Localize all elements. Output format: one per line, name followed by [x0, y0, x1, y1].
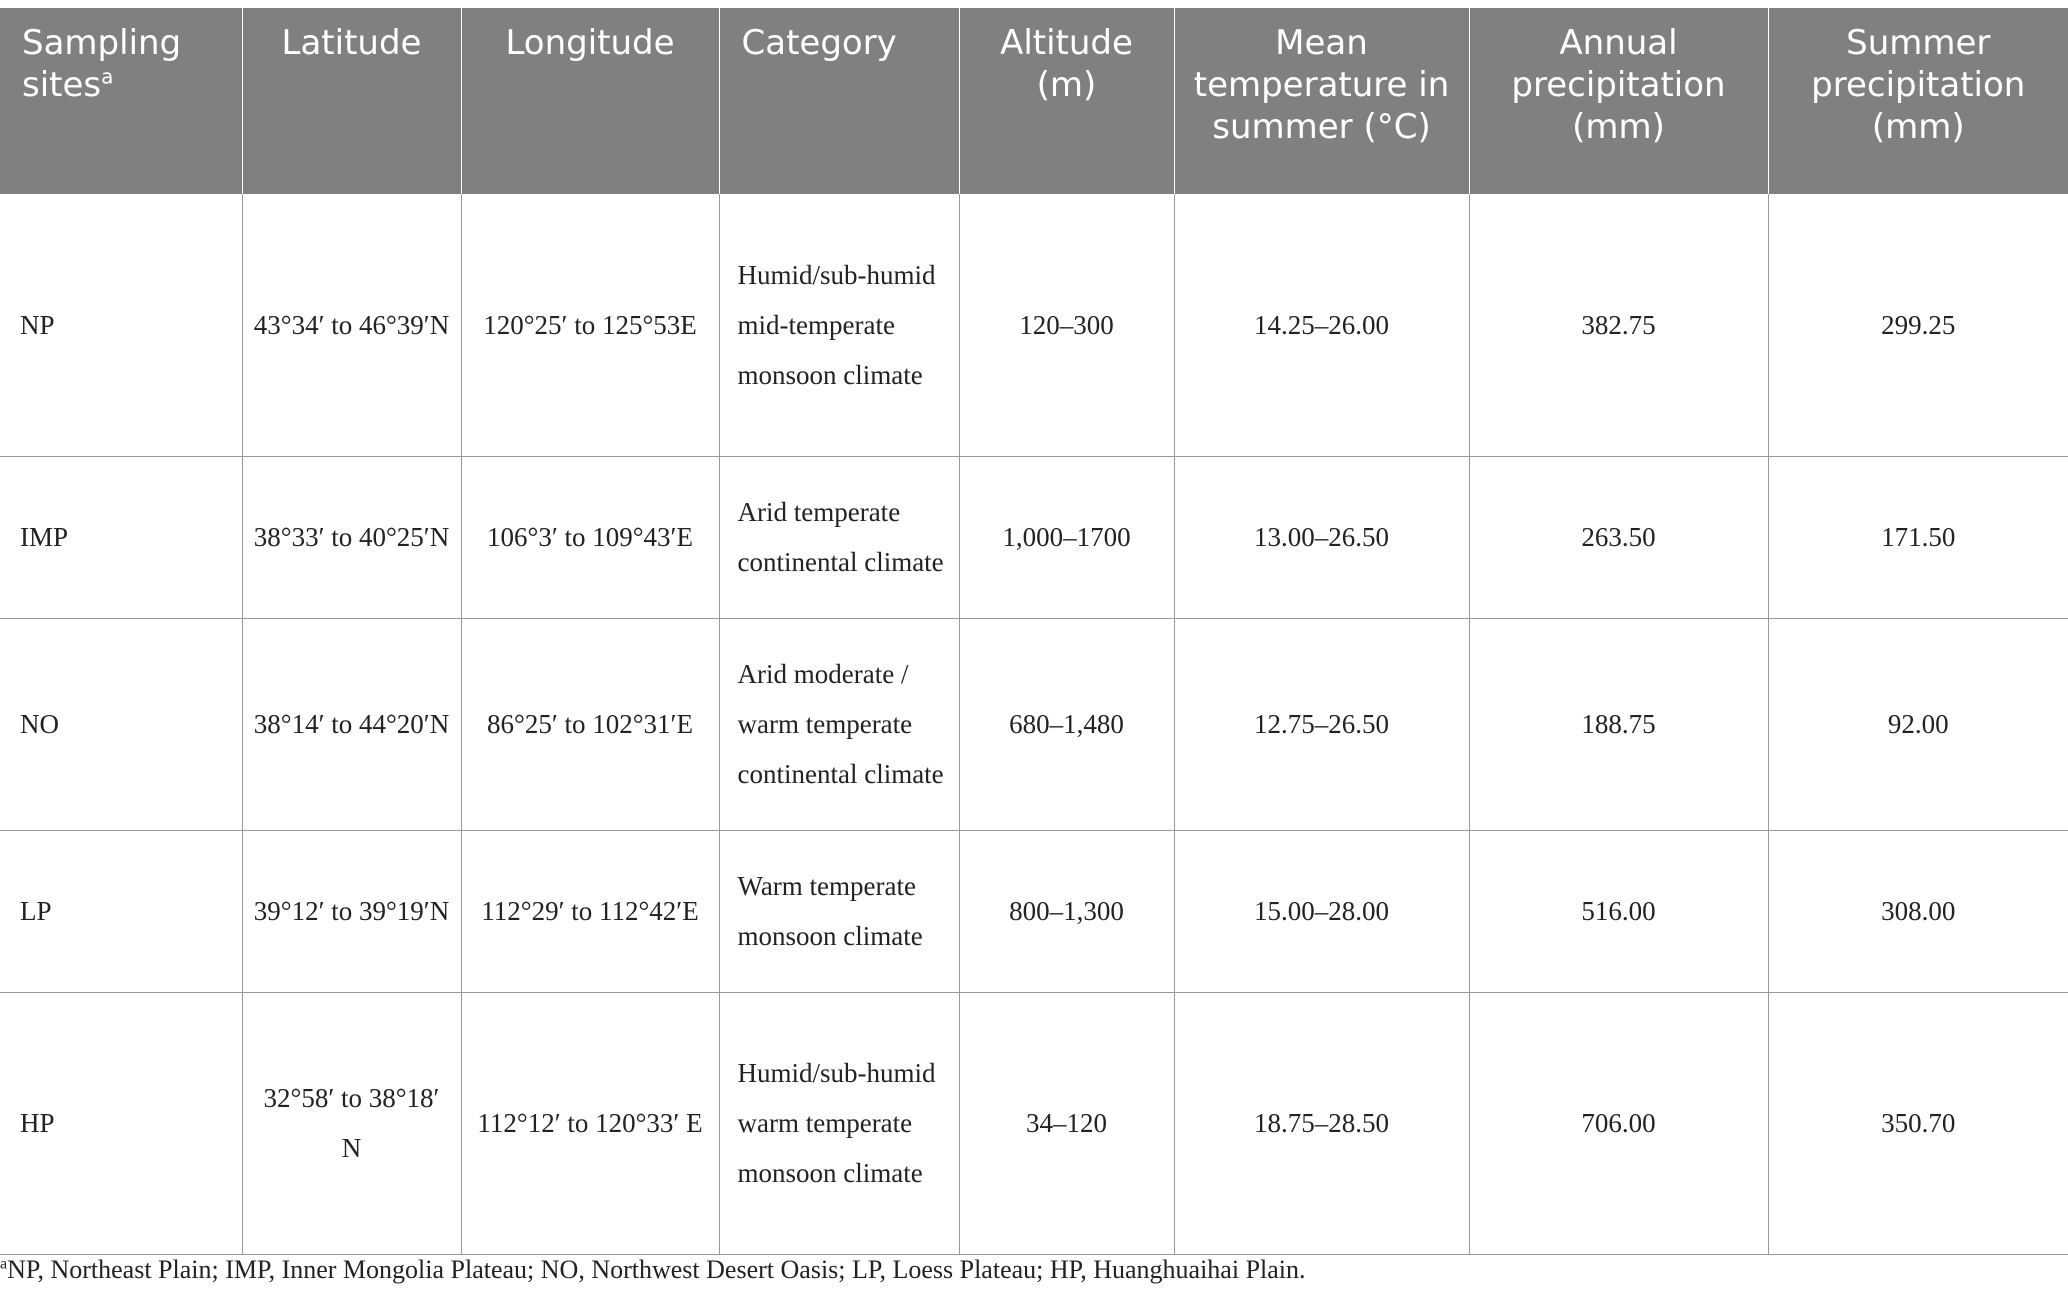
- cell-mean-temperature: 13.00–26.50: [1174, 456, 1469, 618]
- cell-mean-temperature: 15.00–28.00: [1174, 830, 1469, 992]
- cell-longitude: 106°3′ to 109°43′E: [461, 456, 719, 618]
- cell-annual-precipitation: 382.75: [1469, 194, 1768, 456]
- footnote-marker: a: [0, 1255, 8, 1273]
- header-row: [0, 8, 2068, 194]
- header-latitude: Latitude: [242, 8, 461, 194]
- cell-latitude: 43°34′ to 46°39′N: [242, 194, 461, 456]
- header-category: Category: [719, 8, 959, 194]
- table-row: [0, 456, 2068, 618]
- table-footnote: [0, 1255, 1306, 1285]
- cell-annual-precipitation: 188.75: [1469, 618, 1768, 830]
- header-longitude: Longitude: [461, 8, 719, 194]
- cell-annual-precipitation: 706.00: [1469, 992, 1768, 1254]
- cell-summer-precipitation: 299.25: [1768, 194, 2068, 456]
- cell-site: IMP: [0, 456, 242, 618]
- cell-category: Humid/sub-humid warm temperate monsoon climate: [719, 992, 959, 1254]
- header-annual-precipitation: Annual precipitation (mm): [1469, 8, 1768, 194]
- cell-longitude: 86°25′ to 102°31′E: [461, 618, 719, 830]
- cell-category: Humid/sub-humid mid-temperate monsoon climate: [719, 194, 959, 456]
- table-row: [0, 194, 2068, 456]
- cell-latitude: 38°33′ to 40°25′N: [242, 456, 461, 618]
- cell-summer-precipitation: 171.50: [1768, 456, 2068, 618]
- cell-category: Arid temperate continental climate: [719, 456, 959, 618]
- header-altitude: Altitude (m): [959, 8, 1174, 194]
- table-row: [0, 992, 2068, 1254]
- cell-summer-precipitation: 350.70: [1768, 992, 2068, 1254]
- table-row: [0, 830, 2068, 992]
- header-mean-temperature: Mean temperature in summer (°C): [1174, 8, 1469, 194]
- cell-site: LP: [0, 830, 242, 992]
- cell-mean-temperature: 14.25–26.00: [1174, 194, 1469, 456]
- cell-longitude: 112°29′ to 112°42′E: [461, 830, 719, 992]
- cell-summer-precipitation: 92.00: [1768, 618, 2068, 830]
- cell-altitude: 34–120: [959, 992, 1174, 1254]
- cell-latitude: 39°12′ to 39°19′N: [242, 830, 461, 992]
- cell-altitude: 680–1,480: [959, 618, 1174, 830]
- cell-category: Arid moderate / warm temperate continental climate: [719, 618, 959, 830]
- cell-longitude: 112°12′ to 120°33′ E: [461, 992, 719, 1254]
- sampling-sites-table: [0, 8, 2068, 1255]
- table-row: [0, 618, 2068, 830]
- cell-altitude: 1,000–1700: [959, 456, 1174, 618]
- footnote-text: NP, Northeast Plain; IMP, Inner Mongolia Plateau; NO, Northwest Desert Oasis; LP, Loess Plateau; HP, Huanghuaihai Plain.: [7, 1255, 1306, 1284]
- cell-site: HP: [0, 992, 242, 1254]
- cell-summer-precipitation: 308.00: [1768, 830, 2068, 992]
- cell-mean-temperature: 18.75–28.50: [1174, 992, 1469, 1254]
- cell-latitude: 38°14′ to 44°20′N: [242, 618, 461, 830]
- data-table-container: [0, 8, 2068, 1255]
- cell-site: NP: [0, 194, 242, 456]
- cell-category: Warm temperate monsoon climate: [719, 830, 959, 992]
- cell-altitude: 800–1,300: [959, 830, 1174, 992]
- cell-latitude: 32°58′ to 38°18′ N: [242, 992, 461, 1254]
- cell-annual-precipitation: 516.00: [1469, 830, 1768, 992]
- cell-longitude: 120°25′ to 125°53E: [461, 194, 719, 456]
- cell-annual-precipitation: 263.50: [1469, 456, 1768, 618]
- cell-site: NO: [0, 618, 242, 830]
- header-sampling-sites: Sampling sites$^a$: [0, 8, 242, 194]
- cell-altitude: 120–300: [959, 194, 1174, 456]
- cell-mean-temperature: 12.75–26.50: [1174, 618, 1469, 830]
- header-summer-precipitation: Summer precipitation (mm): [1768, 8, 2068, 194]
